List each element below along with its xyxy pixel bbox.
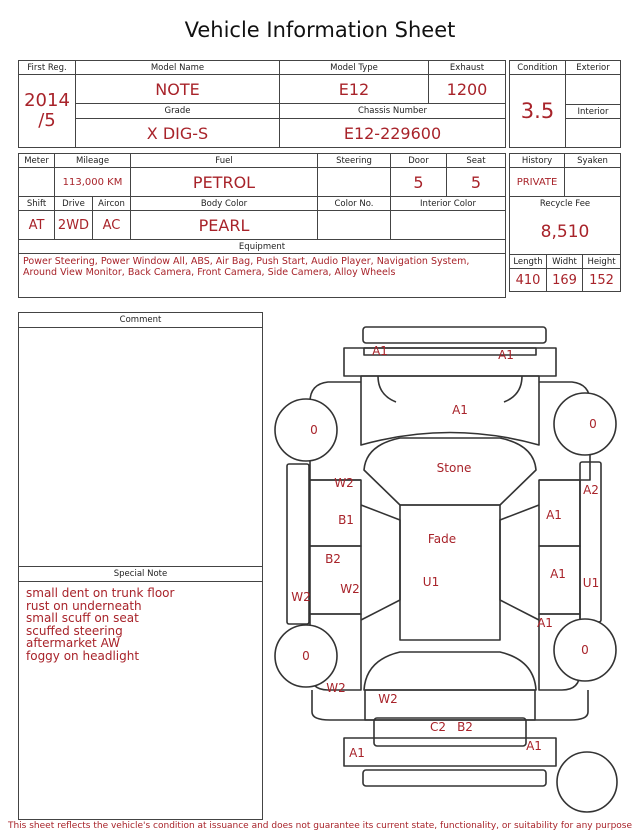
mark-left-front-door: B1	[338, 513, 354, 527]
length-value: 410	[510, 269, 547, 292]
grade-label: Grade	[76, 104, 280, 119]
model-name-value: NOTE	[76, 75, 280, 104]
history-value: PRIVATE	[510, 168, 565, 197]
grade-value: X DIG-S	[76, 119, 280, 148]
exhaust-label: Exhaust	[429, 61, 506, 75]
exterior-value	[566, 75, 621, 105]
meter-label: Meter	[19, 154, 55, 168]
interior-value	[566, 119, 621, 148]
mark-back-glass: W2	[378, 692, 398, 706]
interior-color-label: Interior Color	[391, 197, 506, 211]
condition-value: 3.5	[510, 75, 566, 148]
special-note-divider	[18, 581, 263, 582]
mark-left-rear-fender: W2	[326, 681, 346, 695]
mark-roof: Fade	[427, 532, 457, 546]
spare-wheel	[557, 752, 617, 812]
mark-right-front-fender: A2	[583, 483, 599, 497]
front-bumper-top	[363, 327, 546, 343]
mark-windshield: Stone	[436, 461, 472, 475]
steering-label: Steering	[318, 154, 391, 168]
seat-label: Seat	[447, 154, 506, 168]
special-note-top-divider	[18, 566, 263, 567]
rear-bumper-bottom	[363, 770, 546, 786]
rear-body	[312, 690, 588, 720]
special-note-item: aftermarket AW	[26, 636, 120, 650]
special-notes-list	[26, 587, 256, 662]
drive-value: 2WD	[55, 211, 93, 240]
model-type-value: E12	[280, 75, 429, 104]
syaken-value	[565, 168, 621, 197]
first-reg-value	[19, 75, 76, 148]
length-label: Length	[510, 255, 547, 269]
height-value: 152	[583, 269, 621, 292]
first-reg-year: 2014	[24, 90, 70, 111]
rear-bumper	[344, 738, 556, 766]
color-no-label: Color No.	[318, 197, 391, 211]
mark-trunk-c: C2	[429, 720, 447, 734]
wheel-front-right	[554, 393, 616, 455]
mark-wheel-fl: 0	[310, 423, 318, 437]
mark-rear-bumper-right: A1	[526, 739, 542, 753]
exterior-label: Exterior	[566, 61, 621, 75]
mark-left-front-fender: W2	[334, 476, 354, 490]
interior-color-value	[391, 211, 506, 240]
comment-divider	[18, 327, 263, 328]
shift-label: Shift	[19, 197, 55, 211]
chassis-label: Chassis Number	[280, 104, 506, 119]
mark-left-side-sill: W2	[291, 590, 311, 604]
model-type-label: Model Type	[280, 61, 429, 75]
meter-value	[19, 168, 55, 197]
mark-front-bumper-right: A1	[498, 348, 514, 362]
mark-roof-lower: U1	[422, 575, 440, 589]
chassis-value: E12-229600	[280, 119, 506, 148]
interior-label: Interior	[566, 105, 621, 119]
body-color-label: Body Color	[131, 197, 318, 211]
steering-value	[318, 168, 391, 197]
mark-right-front-door: A1	[546, 508, 562, 522]
mark-right-rear-quarter: A1	[537, 616, 553, 630]
recycle-fee-value: 8,510	[510, 211, 621, 255]
equipment-value: Power Steering, Power Window All, ABS, Air Bag, Push Start, Audio Player, Navigation System, Around View Monitor, Back Camera, Front Camera, Side Camera, Alloy Wheels	[19, 254, 506, 298]
recycle-fee-label: Recycle Fee	[510, 197, 621, 211]
shift-value: AT	[19, 211, 55, 240]
seat-value: 5	[447, 168, 506, 197]
mark-front-bumper-left: A1	[372, 344, 388, 358]
special-note-item: small scuff on seat	[26, 611, 139, 625]
mark-right-side-sill: U1	[582, 576, 600, 590]
mark-left-rear-door: W2	[340, 582, 360, 596]
first-reg-label: First Reg.	[19, 61, 76, 75]
fuel-value: PETROL	[131, 168, 318, 197]
syaken-label: Syaken	[565, 154, 621, 168]
side-table	[509, 153, 621, 292]
width-value: 169	[547, 269, 583, 292]
mark-right-rear-door: A1	[550, 567, 566, 581]
page-title: Vehicle Information Sheet	[184, 18, 456, 42]
special-note-item: foggy on headlight	[26, 648, 140, 663]
drive-label: Drive	[55, 197, 93, 211]
mark-trunk-b: B2	[457, 720, 473, 734]
mark-rear-bumper-left: A1	[349, 746, 365, 760]
mileage-label: Mileage	[55, 154, 131, 168]
aircon-label: Aircon	[93, 197, 131, 211]
door-value: 5	[391, 168, 447, 197]
hood	[361, 376, 539, 445]
wheel-front-left	[275, 399, 337, 461]
header-table	[18, 60, 506, 148]
history-label: History	[510, 154, 565, 168]
roof	[400, 505, 500, 640]
back-glass	[364, 652, 536, 690]
mark-left-pillar: B2	[325, 552, 341, 566]
car-damage-diagram	[270, 322, 620, 817]
mark-wheel-fr: 0	[589, 417, 597, 431]
specs-table	[18, 153, 506, 298]
special-note-label: Special Note	[113, 569, 168, 579]
special-note-item: rust on underneath	[26, 598, 142, 613]
condition-label: Condition	[510, 61, 566, 75]
mark-wheel-rr: 0	[581, 643, 589, 657]
trunk-lid	[374, 718, 526, 746]
exhaust-value: 1200	[429, 75, 506, 104]
mileage-value: 113,000 KM	[55, 168, 131, 197]
aircon-value: AC	[93, 211, 131, 240]
color-no-value	[318, 211, 391, 240]
mark-hood: A1	[452, 403, 468, 417]
height-label: Height	[583, 255, 621, 269]
body-color-value: PEARL	[131, 211, 318, 240]
first-reg-month: /5	[38, 110, 56, 131]
comment-label: Comment	[119, 315, 162, 325]
width-label: Widht	[547, 255, 583, 269]
door-label: Door	[391, 154, 447, 168]
condition-table	[509, 60, 621, 148]
special-note-item: small dent on trunk floor	[26, 586, 175, 600]
fuel-label: Fuel	[131, 154, 318, 168]
mark-wheel-rl: 0	[302, 649, 310, 663]
disclaimer-footer: This sheet reflects the vehicle's condition at issuance and does not guarantee its current state, functionality, or suitability for any purpose	[7, 821, 633, 831]
special-note-item: scuffed steering	[26, 623, 123, 638]
equipment-label: Equipment	[19, 240, 506, 254]
model-name-label: Model Name	[76, 61, 280, 75]
